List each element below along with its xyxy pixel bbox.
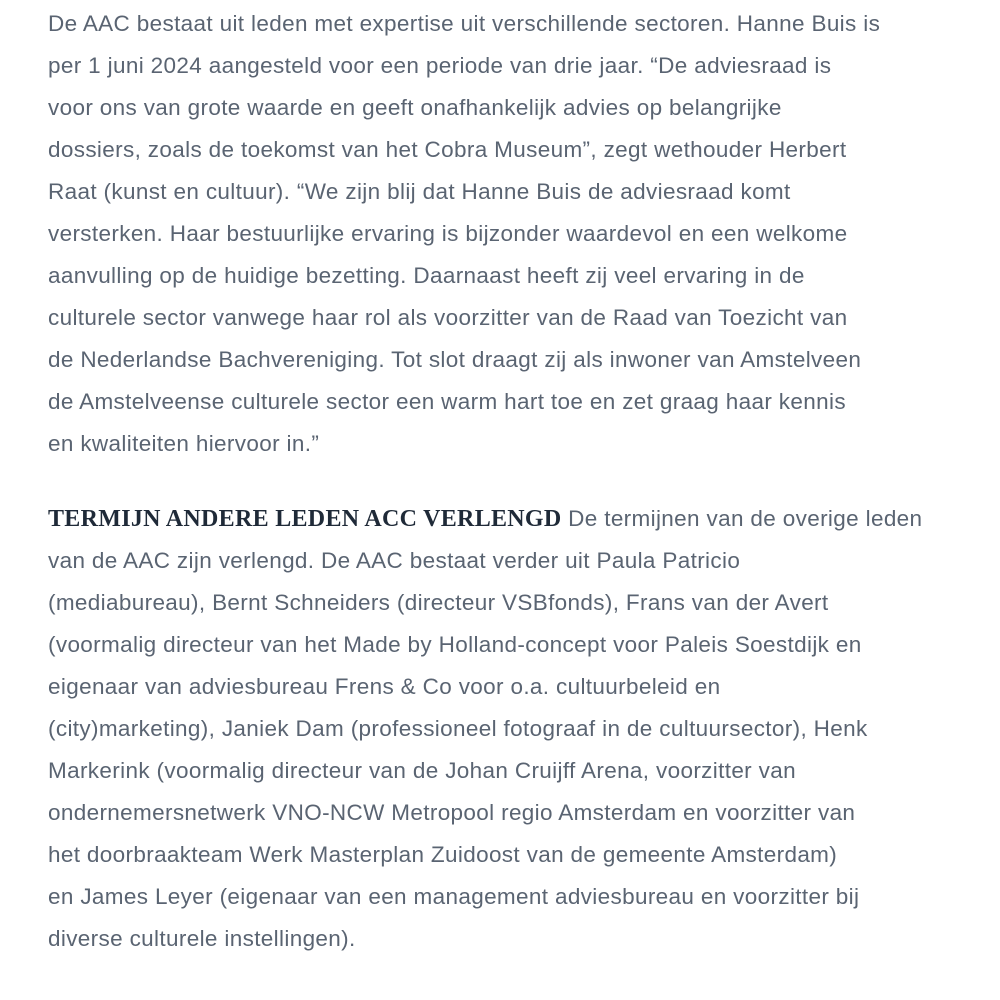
paragraph-2: [48, 498, 1000, 960]
paragraph-line: voor ons van grote waarde en geeft onafhankelijk advies op belangrijke: [48, 95, 782, 120]
paragraph-line: eigenaar van adviesbureau Frens & Co voor o.a. cultuurbeleid en: [48, 674, 721, 699]
paragraph-line: ondernemersnetwerk VNO-NCW Metropool regio Amsterdam en voorzitter van: [48, 800, 856, 825]
paragraph-line: Markerink (voormalig directeur van de Johan Cruijff Arena, voorzitter van: [48, 758, 796, 783]
paragraph-line: Raat (kunst en cultuur). “We zijn blij dat Hanne Buis de adviesraad komt: [48, 179, 791, 204]
paragraph-line: De AAC bestaat uit leden met expertise uit verschillende sectoren. Hanne Buis is: [48, 11, 881, 36]
paragraph-line: de Amstelveense culturele sector een warm hart toe en zet graag haar kennis: [48, 389, 846, 414]
paragraph-line: (city)marketing), Janiek Dam (professioneel fotograaf in de cultuursector), Henk: [48, 716, 868, 741]
paragraph-line: culturele sector vanwege haar rol als voorzitter van de Raad van Toezicht van: [48, 305, 848, 330]
section-heading: TERMIJN ANDERE LEDEN ACC VERLENGD: [48, 506, 562, 532]
paragraph-line: [48, 498, 1000, 540]
heading-line-rest: De termijnen van de overige leden: [561, 506, 923, 531]
paragraph-line: diverse culturele instellingen).: [48, 926, 356, 951]
paragraph-1: [48, 3, 1000, 465]
paragraph-line: het doorbraakteam Werk Masterplan Zuidoost van de gemeente Amsterdam): [48, 842, 838, 867]
paragraph-line: dossiers, zoals de toekomst van het Cobra Museum”, zegt wethouder Herbert: [48, 137, 847, 162]
paragraph-line: de Nederlandse Bachvereniging. Tot slot draagt zij als inwoner van Amstelveen: [48, 347, 862, 372]
paragraph-line: en kwaliteiten hiervoor in.”: [48, 431, 320, 456]
paragraph-line: van de AAC zijn verlengd. De AAC bestaat verder uit Paula Patricio: [48, 548, 741, 573]
article-body: [48, 3, 1000, 960]
paragraph-line: aanvulling op de huidige bezetting. Daarnaast heeft zij veel ervaring in de: [48, 263, 805, 288]
paragraph-line: per 1 juni 2024 aangesteld voor een periode van drie jaar. “De adviesraad is: [48, 53, 832, 78]
paragraph-line: (mediabureau), Bernt Schneiders (directeur VSBfonds), Frans van der Avert: [48, 590, 829, 615]
paragraph-line: en James Leyer (eigenaar van een management adviesbureau en voorzitter bij: [48, 884, 860, 909]
paragraph-line: (voormalig directeur van het Made by Holland-concept voor Paleis Soestdijk en: [48, 632, 862, 657]
paragraph-line: versterken. Haar bestuurlijke ervaring is bijzonder waardevol en een welkome: [48, 221, 848, 246]
